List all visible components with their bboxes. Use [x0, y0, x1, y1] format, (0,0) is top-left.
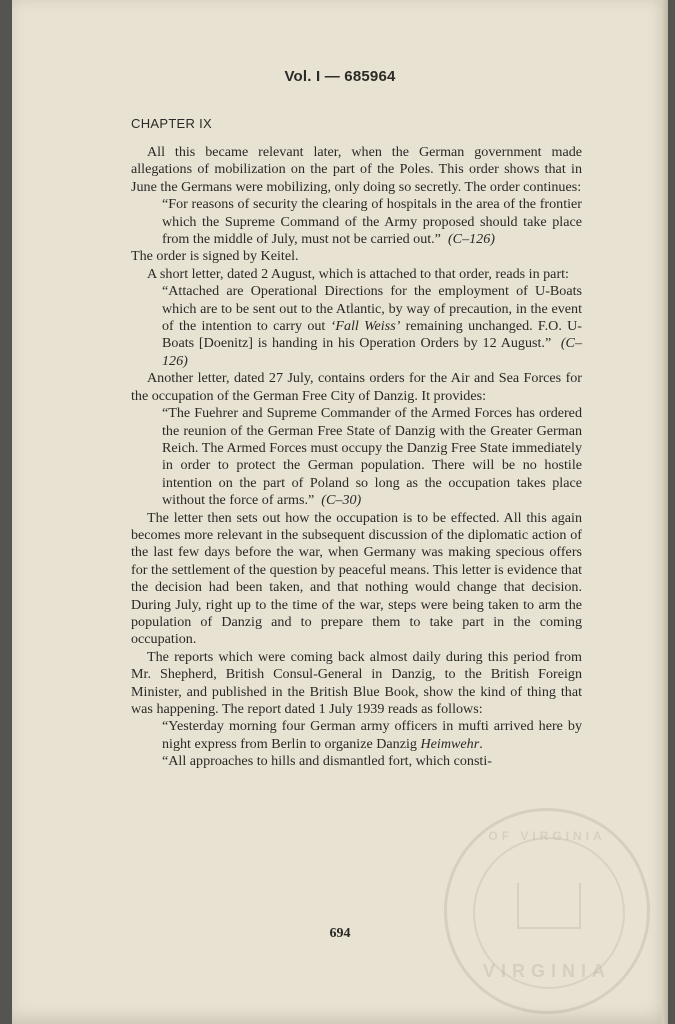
- quote-3-citation: (C–30): [321, 492, 362, 509]
- quote-2-citation: (C–126): [162, 335, 582, 369]
- quote-4-text-b: .: [479, 735, 483, 752]
- quote-1-text: “For reasons of security the clearing of hospitals in the area of the frontier which the Supreme Command of the Army proposed should take place from the middle of July, must not be carried out.”: [162, 196, 582, 248]
- paragraph-2: The order is signed by Keitel.: [131, 248, 299, 265]
- quote-5: “All approaches to hills and dismantled fort, which consti-: [162, 753, 492, 770]
- quote-1-citation: (C–126): [447, 231, 495, 248]
- library-stamp: [444, 808, 650, 1014]
- quote-2: [162, 283, 582, 370]
- document-page: [12, 0, 668, 1024]
- running-head: Vol. I — 685964: [284, 68, 396, 85]
- quote-4: [162, 718, 582, 753]
- quote-1: [162, 196, 582, 248]
- quote-3: [162, 405, 582, 509]
- paragraph-3: A short letter, dated 2 August, which is attached to that order, reads in part:: [147, 265, 569, 282]
- stamp-building-icon: [517, 883, 581, 929]
- quote-4-italic: Heimwehr: [420, 735, 480, 752]
- stamp-top-text: OF VIRGINIA: [488, 829, 606, 843]
- paragraph-6: The reports which were coming back almost daily during this period from Mr. Shepherd, British Consul-General in Danzig, to the British Foreign Minister, and published in the British Blue Book, show the kind of thing that was happening. The report dated 1 July 1939 reads as follows:: [131, 648, 582, 717]
- paragraph-1: All this became relevant later, when the German government made allegations of mobilization on the part of the Poles. This order shows that in June the Germans were mobilizing, only doing so secretly. The order continues:: [131, 144, 582, 195]
- quote-2-text-a: “Attached are Operational Directions for the employment of U-Boats which are to be sent out to the Atlantic, by way of precaution, in the event of the intention to carry out: [162, 283, 582, 335]
- paragraph-4: Another letter, dated 27 July, contains orders for the Air and Sea Forces for the occupation of the German Free City of Danzig. It provides:: [131, 370, 582, 404]
- chapter-heading: CHAPTER IX: [131, 116, 213, 131]
- page-number: 694: [329, 926, 351, 941]
- stamp-bottom-text: VIRGINIA: [482, 961, 611, 981]
- paragraph-5: The letter then sets out how the occupation is to be effected. All this again becomes more relevant in the subsequent discussion of the diplomatic action of the last few days before the war, when Germany was making specious offers for the settlement of the question by peaceful means. This letter is evidence that the decision had been taken, and that nothing would change that decision. During July, right up to the time of the war, steps were being taken to arm the population of Danzig and to prepare them to take part in the coming occupation.: [131, 509, 582, 648]
- quote-3-block: [131, 405, 582, 509]
- quote-2-text-b: remaining unchanged. F.O. U-Boats [Doenitz] is handing in his Operation Orders by 12 August.”: [162, 318, 582, 352]
- quote-4-block: [131, 718, 582, 770]
- body-text: [131, 144, 582, 771]
- quote-2-italic: ‘Fall Weiss’: [330, 318, 401, 335]
- quote-4-text-a: “Yesterday morning four German army officers in mufti arrived here by night express from Berlin to organize Danzig: [162, 718, 582, 752]
- quote-1-block: [131, 196, 582, 248]
- quote-3-text: “The Fuehrer and Supreme Commander of the Armed Forces has ordered the reunion of the German Free State of Danzig with the Greater German Reich. The Armed Forces must occupy the Danzig Free State immediately in order to protect the German population. There will be no hostile intention on the part of Poland so long as the occupation takes place without the force of arms.”: [162, 405, 582, 509]
- quote-2-block: [131, 283, 582, 370]
- page-edge: [662, 0, 668, 1024]
